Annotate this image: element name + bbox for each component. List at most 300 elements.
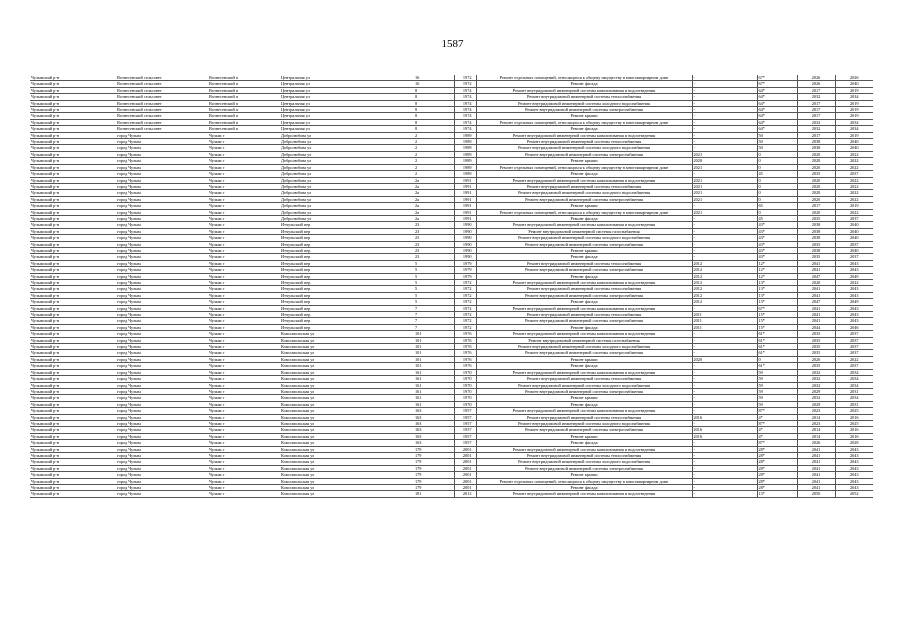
table-cell: Чулым г bbox=[208, 299, 280, 305]
table-cell: город Чулым bbox=[116, 344, 208, 350]
table-cell: Ремонт крыши bbox=[476, 247, 692, 253]
table-cell: Итчульский пер bbox=[280, 273, 414, 279]
table-cell: Чулым г bbox=[208, 427, 280, 433]
table-cell: Ремонт внутридомовой инженерной системы канализования и водоотведения bbox=[476, 280, 692, 286]
table-cell: Комсомольская ул bbox=[280, 356, 414, 362]
table-cell: Чулым г bbox=[208, 465, 280, 471]
table-cell: Вознесенский сельсовет bbox=[116, 94, 208, 100]
table-cell: Чулым г bbox=[208, 145, 280, 151]
table-cell: - bbox=[692, 94, 757, 100]
table-cell: 7 bbox=[414, 305, 454, 311]
table-cell: город Чулым bbox=[116, 433, 208, 439]
table-cell: 2043 bbox=[835, 286, 873, 292]
table-cell: 179 bbox=[414, 472, 454, 478]
table-cell: Чулымский р-н bbox=[30, 145, 116, 151]
table-cell: Чулымский р-н bbox=[30, 228, 116, 234]
table-cell: 50 bbox=[757, 139, 797, 145]
table-cell: 163 bbox=[414, 420, 454, 426]
table-cell: Ремонт внутридомовой инженерной системы теплоснабжения bbox=[476, 139, 692, 145]
table-cell: Центральная ул bbox=[280, 94, 414, 100]
table-cell: - bbox=[692, 337, 757, 343]
table-cell: 2034 bbox=[835, 382, 873, 388]
table-cell: Чулымский р-н bbox=[30, 312, 116, 318]
table-cell: - bbox=[692, 459, 757, 465]
table-cell: город Чулым bbox=[116, 183, 208, 189]
table-cell: город Чулым bbox=[116, 472, 208, 478]
table-cell: 2029 bbox=[797, 401, 835, 407]
table-cell: 179 bbox=[414, 478, 454, 484]
table-cell: Вознесенский сельсовет bbox=[116, 119, 208, 125]
table-cell: 161 bbox=[414, 388, 454, 394]
table-cell: Комсомольская ул bbox=[280, 485, 414, 491]
table-cell: 2014 bbox=[797, 427, 835, 433]
table-cell: 2034 bbox=[835, 126, 873, 132]
table-cell: 2014 bbox=[797, 433, 835, 439]
table-cell: 2040 bbox=[835, 139, 873, 145]
table-cell: город Чулым bbox=[116, 151, 208, 157]
table-cell: Ремонт внутридомовой инженерной системы электроснабжения bbox=[476, 151, 692, 157]
table-cell: город Чулым bbox=[116, 177, 208, 183]
table-cell: 2021 bbox=[692, 183, 757, 189]
table-cell: 2016 bbox=[835, 433, 873, 439]
table-cell: 28* bbox=[757, 452, 797, 458]
table-cell: город Чулым bbox=[116, 408, 208, 414]
table-cell: Комсомольская ул bbox=[280, 376, 414, 382]
table-cell: Ремонт внутридомовой инженерной системы канализования и водоотведения bbox=[476, 369, 692, 375]
table-cell: Чулымский р-н bbox=[30, 164, 116, 170]
table-cell: Ремонт отдельных помещений, относящихся к общему имуществу в многоквартирном доме bbox=[476, 119, 692, 125]
table-cell: 2 bbox=[414, 139, 454, 145]
table-cell: 0 bbox=[757, 151, 797, 157]
table-cell: 2001 bbox=[454, 452, 476, 458]
table-cell: Комсомольская ул bbox=[280, 401, 414, 407]
table-cell: 101 bbox=[414, 331, 454, 337]
table-cell: Чулымский р-н bbox=[30, 209, 116, 215]
table-cell: - bbox=[692, 388, 757, 394]
table-cell: 1970 bbox=[454, 376, 476, 382]
table-cell: город Чулым bbox=[116, 260, 208, 266]
table-cell: 87* bbox=[757, 408, 797, 414]
table-cell: Чулымский р-н bbox=[30, 446, 116, 452]
table-cell: Ремонт фасада bbox=[476, 254, 692, 260]
table-cell: Комсомольская ул bbox=[280, 478, 414, 484]
table-cell: 2032 bbox=[797, 126, 835, 132]
table-cell: 64* bbox=[757, 87, 797, 93]
table-cell: 1990 bbox=[454, 254, 476, 260]
table-cell: 59 bbox=[757, 376, 797, 382]
table-cell: - bbox=[692, 472, 757, 478]
table-cell: Комсомольская ул bbox=[280, 427, 414, 433]
table-cell: город Чулым bbox=[116, 273, 208, 279]
table-cell: Чулым г bbox=[208, 132, 280, 138]
table-cell: 101 bbox=[414, 350, 454, 356]
table-cell: - bbox=[692, 478, 757, 484]
table-cell: Чулым г bbox=[208, 337, 280, 343]
table-cell: 1972 bbox=[454, 318, 476, 324]
table-cell: 101 bbox=[414, 363, 454, 369]
table-cell: Вознесенский п bbox=[208, 94, 280, 100]
table-cell: Чулымский р-н bbox=[30, 196, 116, 202]
table-cell: 2020 bbox=[797, 190, 835, 196]
table-cell: Чулымский р-н bbox=[30, 485, 116, 491]
table-cell: Комсомольская ул bbox=[280, 344, 414, 350]
table-cell: 2037 bbox=[835, 331, 873, 337]
table-cell: 101 bbox=[414, 356, 454, 362]
table-cell: Чулым г bbox=[208, 478, 280, 484]
table-cell: - bbox=[692, 452, 757, 458]
table-cell: Чулым г bbox=[208, 350, 280, 356]
table-cell: город Чулым bbox=[116, 478, 208, 484]
table-cell: город Чулым bbox=[116, 337, 208, 343]
table-cell: 2020 bbox=[797, 280, 835, 286]
table-cell: - bbox=[692, 382, 757, 388]
table-cell: 2043 bbox=[835, 267, 873, 273]
table-cell: 2011 bbox=[692, 312, 757, 318]
table-cell: - bbox=[692, 107, 757, 113]
table-cell: 1990 bbox=[454, 247, 476, 253]
table-cell: Ремонт внутридомовой инженерной системы электроснабжения bbox=[476, 465, 692, 471]
table-cell: город Чулым bbox=[116, 171, 208, 177]
table-cell: 59 bbox=[757, 395, 797, 401]
table-cell: Чулым г bbox=[208, 312, 280, 318]
table-cell: Ремонт внутридомовой инженерной системы теплоснабжения bbox=[476, 183, 692, 189]
table-cell: 2а bbox=[414, 215, 454, 221]
table-cell: 1972 bbox=[454, 286, 476, 292]
table-cell: город Чулым bbox=[116, 350, 208, 356]
table-cell: 161 bbox=[414, 395, 454, 401]
table-cell: Ремонт внутридомовой инженерной системы электроснабжения bbox=[476, 388, 692, 394]
table-cell: Добролюбова ул bbox=[280, 177, 414, 183]
table-cell: Ремонт отдельных помещений, относящихся к общему имуществу в многоквартирном доме bbox=[476, 478, 692, 484]
table-cell: Чулымский р-н bbox=[30, 280, 116, 286]
table-cell: Ремонт внутридомовой инженерной системы электроснабжения bbox=[476, 241, 692, 247]
table-cell: 2041 bbox=[797, 485, 835, 491]
table-cell: Чулым г bbox=[208, 376, 280, 382]
table-cell: город Чулым bbox=[116, 196, 208, 202]
table-cell: Ремонт крыши bbox=[476, 158, 692, 164]
table-cell: Чулымский р-н bbox=[30, 222, 116, 228]
table-cell: 2019 bbox=[835, 107, 873, 113]
table-cell: город Чулым bbox=[116, 215, 208, 221]
table-cell: - bbox=[692, 465, 757, 471]
table-cell: 2020 bbox=[692, 356, 757, 362]
table-cell: 13* bbox=[757, 280, 797, 286]
table-cell: 64* bbox=[757, 119, 797, 125]
table-cell: 2021 bbox=[692, 151, 757, 157]
table-cell: Чулымский р-н bbox=[30, 427, 116, 433]
table-cell: 8 bbox=[414, 100, 454, 106]
table-cell: 8 bbox=[414, 119, 454, 125]
table-cell: 2035 bbox=[797, 171, 835, 177]
table-cell: Ремонт отдельных помещений, относящихся к общему имуществу в многоквартирном доме bbox=[476, 75, 692, 81]
table-cell: Комсомольская ул bbox=[280, 382, 414, 388]
table-cell: 23 bbox=[414, 254, 454, 260]
table-cell: 4* bbox=[757, 414, 797, 420]
table-cell: 2021 bbox=[692, 196, 757, 202]
table-cell: 1989 bbox=[454, 139, 476, 145]
table-cell: 2047 bbox=[797, 299, 835, 305]
table-cell: 23 bbox=[414, 241, 454, 247]
table-cell: Чулым г bbox=[208, 292, 280, 298]
table-cell: 1991 bbox=[454, 209, 476, 215]
table-cell: город Чулым bbox=[116, 363, 208, 369]
table-cell: 0 bbox=[757, 209, 797, 215]
table-cell: Чулымский р-н bbox=[30, 100, 116, 106]
table-cell: 15* bbox=[757, 324, 797, 330]
table-cell: 2012 bbox=[692, 267, 757, 273]
table-cell: Ремонт внутридомовой инженерной системы канализования и водоотведения bbox=[476, 408, 692, 414]
table-cell: 12* bbox=[757, 267, 797, 273]
table-cell: Ремонт фасада bbox=[476, 324, 692, 330]
table-cell: 2035 bbox=[797, 215, 835, 221]
table-cell: 1970 bbox=[454, 369, 476, 375]
table-cell: 1976 bbox=[454, 331, 476, 337]
table-cell: Ремонт внутридомовой инженерной системы электроснабжения bbox=[476, 427, 692, 433]
table-cell: Вознесенский сельсовет bbox=[116, 107, 208, 113]
table-cell: - bbox=[692, 305, 757, 311]
table-cell: 8 bbox=[414, 94, 454, 100]
table-cell: 161 bbox=[414, 369, 454, 375]
table-cell: Чулымский р-н bbox=[30, 388, 116, 394]
table-cell: Добролюбова ул bbox=[280, 164, 414, 170]
table-cell: Чулымский р-н bbox=[30, 107, 116, 113]
table-cell: 163 bbox=[414, 414, 454, 420]
table-cell: - bbox=[692, 363, 757, 369]
table-cell: 2001 bbox=[454, 485, 476, 491]
table-cell: город Чулым bbox=[116, 145, 208, 151]
table-cell: 2037 bbox=[835, 337, 873, 343]
table-cell: 2021 bbox=[692, 164, 757, 170]
table-cell: 1974 bbox=[454, 87, 476, 93]
table-cell: 2043 bbox=[835, 305, 873, 311]
table-cell: Ремонт внутридомовой инженерной системы холодного водоснабжения bbox=[476, 145, 692, 151]
table-cell: Ремонт фасада bbox=[476, 299, 692, 305]
table-cell: Чулымский р-н bbox=[30, 215, 116, 221]
table-cell: 2037 bbox=[835, 215, 873, 221]
table-cell: Чулымский р-н bbox=[30, 190, 116, 196]
table-cell: 2029 bbox=[797, 388, 835, 394]
table-cell: 0 bbox=[757, 356, 797, 362]
table-cell: Чулымский р-н bbox=[30, 254, 116, 260]
table-cell: город Чулым bbox=[116, 222, 208, 228]
table-cell: Чулымский р-н bbox=[30, 344, 116, 350]
table-cell: Ремонт внутридомовой инженерной системы теплоснабжения bbox=[476, 312, 692, 318]
table-cell: Ремонт крыши bbox=[476, 433, 692, 439]
table-cell: 7 bbox=[414, 324, 454, 330]
table-cell: 1957 bbox=[454, 433, 476, 439]
table-cell: город Чулым bbox=[116, 382, 208, 388]
table-cell: 43* bbox=[757, 222, 797, 228]
table-cell: 28* bbox=[757, 472, 797, 478]
table-cell: 2032 bbox=[797, 376, 835, 382]
table-cell: Ремонт фасада bbox=[476, 171, 692, 177]
table-cell: 2016 bbox=[692, 427, 757, 433]
table-cell: Чулымский р-н bbox=[30, 356, 116, 362]
table-cell: 179 bbox=[414, 459, 454, 465]
table-cell: 43* bbox=[757, 254, 797, 260]
table-cell: 45 bbox=[757, 215, 797, 221]
table-cell: город Чулым bbox=[116, 305, 208, 311]
table-cell: 2043 bbox=[835, 459, 873, 465]
table-cell: 64* bbox=[757, 100, 797, 106]
table-cell: Ремонт внутридомовой инженерной системы канализования и водоотведения bbox=[476, 331, 692, 337]
table-cell: 67* bbox=[757, 75, 797, 81]
table-cell: Чулымский р-н bbox=[30, 491, 116, 497]
table-cell: город Чулым bbox=[116, 164, 208, 170]
table-cell: 2047 bbox=[797, 273, 835, 279]
table-cell: Чулымский р-н bbox=[30, 75, 116, 81]
table-cell: Итчульский пер bbox=[280, 324, 414, 330]
table-cell: 7 bbox=[414, 318, 454, 324]
table-cell: Итчульский пер bbox=[280, 280, 414, 286]
table-cell: Чулым г bbox=[208, 203, 280, 209]
table-cell: 5 bbox=[414, 260, 454, 266]
table-cell: 12* bbox=[757, 273, 797, 279]
table-cell: 1970 bbox=[454, 382, 476, 388]
table-cell: 15* bbox=[757, 312, 797, 318]
table-cell: 2017 bbox=[797, 113, 835, 119]
table-cell: Чулымский р-н bbox=[30, 318, 116, 324]
table-cell: 2043 bbox=[835, 465, 873, 471]
table-cell: 2020 bbox=[692, 158, 757, 164]
table-cell: Вознесенский сельсовет bbox=[116, 126, 208, 132]
table-cell: 2037 bbox=[835, 241, 873, 247]
table-cell: 1976 bbox=[454, 363, 476, 369]
table-cell: 1970 bbox=[454, 401, 476, 407]
table-cell: 1991 bbox=[454, 190, 476, 196]
table-cell: 61* bbox=[757, 350, 797, 356]
table-cell: Чулым г bbox=[208, 440, 280, 446]
table-cell: Чулымский р-н bbox=[30, 337, 116, 343]
table-cell: Чулымский р-н bbox=[30, 171, 116, 177]
table-cell: 8 bbox=[414, 107, 454, 113]
table-cell: 2032 bbox=[797, 94, 835, 100]
table-cell: 1957 bbox=[454, 408, 476, 414]
table-cell: Чулымский р-н bbox=[30, 369, 116, 375]
table-cell: Чулым г bbox=[208, 433, 280, 439]
table-cell: 2034 bbox=[835, 369, 873, 375]
table-cell: город Чулым bbox=[116, 203, 208, 209]
table-cell: 2037 bbox=[835, 350, 873, 356]
table-cell: 2022 bbox=[835, 183, 873, 189]
table-cell: 2043 bbox=[835, 485, 873, 491]
table-cell: Итчульский пер bbox=[280, 247, 414, 253]
table-cell: 2041 bbox=[797, 472, 835, 478]
table-cell: Чулымский р-н bbox=[30, 267, 116, 273]
table-cell: 0 bbox=[757, 196, 797, 202]
table-cell: 2050 bbox=[797, 491, 835, 497]
table-cell: Чулым г bbox=[208, 414, 280, 420]
table-cell: город Чулым bbox=[116, 331, 208, 337]
table-cell: 0 bbox=[757, 183, 797, 189]
table-cell: 2022 bbox=[835, 177, 873, 183]
table-cell: Ремонт внутридомовой инженерной системы канализования и водоотведения bbox=[476, 222, 692, 228]
table-cell: Чулымский р-н bbox=[30, 452, 116, 458]
page-number: 1587 bbox=[441, 38, 464, 50]
table-cell: Комсомольская ул bbox=[280, 420, 414, 426]
table-cell: Вознесенский п bbox=[208, 100, 280, 106]
table-cell: 2049 bbox=[835, 273, 873, 279]
table-cell: - bbox=[692, 126, 757, 132]
table-cell: Чулымский р-н bbox=[30, 420, 116, 426]
table-cell: Чулым г bbox=[208, 190, 280, 196]
table-cell: 2001 bbox=[454, 472, 476, 478]
table-cell: Вознесенский п bbox=[208, 75, 280, 81]
table-cell: 1991 bbox=[454, 196, 476, 202]
table-cell: 2044 bbox=[797, 324, 835, 330]
table-cell: 2017 bbox=[797, 87, 835, 93]
table-cell: Чулым г bbox=[208, 305, 280, 311]
table-cell: город Чулым bbox=[116, 158, 208, 164]
table-cell: 161 bbox=[414, 376, 454, 382]
table-cell: Чулымский р-н bbox=[30, 183, 116, 189]
table-cell: Добролюбова ул bbox=[280, 139, 414, 145]
table-cell: город Чулым bbox=[116, 247, 208, 253]
table-cell: 1957 bbox=[454, 427, 476, 433]
table-cell: 64* bbox=[757, 94, 797, 100]
table-cell: Ремонт отдельных помещений, относящихся к общему имуществу в многоквартирном доме bbox=[476, 164, 692, 170]
table-cell: Чулымский р-н bbox=[30, 113, 116, 119]
table-cell: 2026 bbox=[797, 440, 835, 446]
table-cell: 2020 bbox=[797, 196, 835, 202]
table-cell: 2040 bbox=[835, 145, 873, 151]
table-cell: 2041 bbox=[797, 459, 835, 465]
table-cell: город Чулым bbox=[116, 388, 208, 394]
table-cell: - bbox=[692, 171, 757, 177]
table-cell: Чулым г bbox=[208, 452, 280, 458]
table-cell: 1991 bbox=[454, 215, 476, 221]
table-cell: 2001 bbox=[454, 446, 476, 452]
table-cell: 43* bbox=[757, 241, 797, 247]
table-cell: Итчульский пер bbox=[280, 222, 414, 228]
table-cell: Комсомольская ул bbox=[280, 446, 414, 452]
table-cell: 2032 bbox=[797, 119, 835, 125]
table-cell: Ремонт внутридомовой инженерной системы электроснабжения bbox=[476, 107, 692, 113]
table-cell: 2016 bbox=[692, 414, 757, 420]
table-cell: Чулым г bbox=[208, 222, 280, 228]
table-cell: 1972 bbox=[454, 324, 476, 330]
table-cell: Вознесенский сельсовет bbox=[116, 87, 208, 93]
table-cell: город Чулым bbox=[116, 280, 208, 286]
table-cell: Ремонт фасада bbox=[476, 126, 692, 132]
table-cell: Центральная ул bbox=[280, 87, 414, 93]
table-cell: 2043 bbox=[835, 472, 873, 478]
table-cell: - bbox=[692, 119, 757, 125]
table-cell: 1970 bbox=[454, 388, 476, 394]
table-cell: 2014 bbox=[797, 414, 835, 420]
table-cell: Ремонт внутридомовой инженерной системы холодного водоснабжения bbox=[476, 420, 692, 426]
table-cell: Вознесенский п bbox=[208, 107, 280, 113]
table-cell: - bbox=[692, 247, 757, 253]
table-cell: город Чулым bbox=[116, 132, 208, 138]
table-cell: - bbox=[692, 87, 757, 93]
table-cell: Чулымский р-н bbox=[30, 132, 116, 138]
table-cell: Вознесенский п bbox=[208, 113, 280, 119]
table-cell: 2034 bbox=[835, 94, 873, 100]
table-cell: 61* bbox=[757, 344, 797, 350]
table-cell: 1974 bbox=[454, 100, 476, 106]
table-cell: Комсомольская ул bbox=[280, 331, 414, 337]
table-cell: 2012 bbox=[692, 273, 757, 279]
table-cell: 4* bbox=[757, 433, 797, 439]
table-cell: Ремонт внутридомовой инженерной системы холодного водоснабжения bbox=[476, 344, 692, 350]
table-cell: город Чулым bbox=[116, 452, 208, 458]
table-cell: 179 bbox=[414, 485, 454, 491]
table-cell: 2037 bbox=[835, 363, 873, 369]
table-body bbox=[30, 75, 873, 497]
table-cell: 2043 bbox=[835, 478, 873, 484]
table-cell: 2034 bbox=[835, 395, 873, 401]
